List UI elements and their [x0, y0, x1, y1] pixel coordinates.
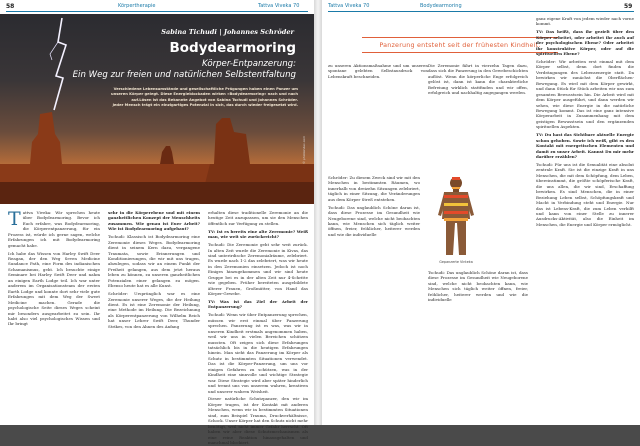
paragraph: zu unseren Aktionsmaßnahme und um unseren spontane gelebten Selbstausdruck von Lebenskraft beschneiden. [328, 63, 428, 79]
figure-caption: Gepanzerte Vinteka [439, 260, 473, 264]
armor-band-jaw [452, 187, 460, 189]
right-section-label: Bodydearmoring [420, 3, 462, 9]
paragraph: Dieser natürliche Schutzpanzer, den wir im Körper tragen, ist der Kontakt mit anderen Menschen, wenn wir in bestimmten Situationen sind, zum Beispiel Trauma, Druckverhältnisse, Schock. Unser Körper hat den Schutz nicht mehr benötigt, weil nicht immer Gefahr herrscht. Oft haben wir aber diese Schutzmechanismen als eine reine Reaktion hinausgehalten und manchmal blockiert. [208, 396, 308, 446]
right-page-number: 59 [624, 3, 633, 10]
paragraph: Tschudi: Das unglaublich Schöne daran ist, dass diese Prozesse im Gesundheit wie Neugeborene sind, welche nicht beobachten kann, wie Menschen sich täglich weiter öffnen, freier, fröhlicher, heiterer werden und wie die individuelle [428, 270, 528, 303]
left-column-2 [108, 210, 200, 420]
paragraph: Schröder: Ursprünglich war es eine Zeremonie unserer Weges, die der Heilung dient. Es ist eine Zeremonie der Heilung, eine Methode im Heilung. Die Bezeichnung als Körperentpanzerung von Wilhelm Reich hat unser Lehrer Swift Deer, Thunder Strikes, von den Ahnen des Anfang [108, 291, 200, 329]
left-page-number: 58 [6, 3, 15, 10]
article-authors: Sabina Tichudi | Johannes Schröder [161, 28, 294, 36]
left-journal-label: Tattva Viveka 70 [258, 3, 300, 9]
paragraph: erhalten diese traditionelle Zeremonie an die heutige Zeit anzupassen, um sie den Menschen öffentlich zur Verfügung zu stellen. [208, 210, 308, 226]
hero-image [0, 14, 314, 204]
paragraph: Tschudi: Wenn wir über Entpanzerung sprechen, müssen wir erst einmal über Panzerung sprechen. Panzerung ist es was, was wir in unseren Kindheit erstmals angenommen haben, weil wir uns in vielen Bereichen schützen mussten. Oft zeigen sich diese Erfahrungen tatsächlich bis in die heutigen Erfahrungen hinein. Man sieht das Panzerung im Körper als Schutz in bestimmten Situationen verwendet. Das ist die Körper-Panzerung, um uns vor einigen Gefahren zu schützen, was in der Kindheit eine sinnvolle und wichtige Strategie war. Diese Strategie wird aber später hinderlich und trennt uns von unserem wahren, kreativen und unserer wahren Weisheit. [208, 312, 308, 394]
right-column-2b [428, 270, 528, 421]
question: TV: Was ist das Ziel der Arbeit der Entpanzerung? [208, 298, 308, 310]
lead-line: Jeder Mensch trägt ein einzigartiges Potenzial in sich, das durch wieder freigesetzt wird. [112, 103, 298, 108]
right-column-2a [428, 63, 528, 173]
armor-band-diaphragm [444, 203, 468, 206]
paragraph: Tschudi: Für uns ist die Sexualität eine absolut zentrale Kraft. Sie ist die einzige Kraft in uns Menschen, die mit dem Schöpfung, dem Leben, übereinstimmt, die größte schöpferische Kraft, die uns allen, die wir sind, Erschaffung bewirken. Es sind Menschen, die in einer Beziehung Leben selbst, Schöpfungskraft und Macht in Verbindung steht und Energie. Nur das ist Lebens-Kraft, die zum Leben verhilft und kann von einer Stelle zu innerer Ausdrucks-Aktivität, also die Einheit im Menschen, die Energie und Körper ermöglicht. [536, 161, 634, 227]
right-column-1a [328, 63, 428, 173]
distant-butte-shape [150, 146, 174, 164]
paragraph: Tschudi: Die Zeremonie geht sehr weit zurück. In alten Zeit wurde die Zeremonie in Kivas, das sind unterirdische Zeremonialräume, zelebriert. Es wurde nach 1-2 das zelebriert, was wir heute in den Zeremonien einsetzen. Jedoch ist noch Einiges hinzugekommen und wir sind heute Gruppe bei es in der alten Zeit nur 4-Schritte wie gegeben. Früher bereiteten ausgebildete älterer Frauen, Großmütter, von Hand das Körper-Gewebe. [208, 242, 308, 297]
question: TV: Du hast das Sichtbare aktuelle Energie schon gehoben. Sowie ich weiß, gibt es den Kontakt mit energetischen Elementen und damit zu unser Arbeit. Kannst Du mir mehr darüber erzählen? [536, 132, 634, 160]
photo-credit: © photoindex.com [302, 135, 306, 164]
left-column-1 [8, 210, 100, 420]
left-column-3 [208, 210, 308, 446]
right-column-3 [536, 16, 634, 421]
right-column-1-top [328, 16, 428, 32]
lead-line: unseren Körper gelegt. Diese Energieblockaden wirken »Bodydearmoring« nach und nach [110, 92, 298, 97]
paragraph: sehr in die Körperebene und mit einem ganzheitlichen Konzept der Menschheits zusammen. Wie genau ist Euer Arbeit? Wie ist Bodydearmoring aufgebaut? [108, 210, 200, 232]
paragraph: Schröder: Wir arbeiten erst einmal mit dem Körper selbst, denn dort finden die Verdrängungen des Lebensenergie statt. Da bewirken wir zunächst die Oberflächen-Bewegung. Es wird mit dem Körper gewirkt, und dann Stück für Stück arbeiten wir uns zum gesamten Bewusstsein hin. Die Arbeit wird mit dem Körper ausgeführt, und dann werden wir sehen, wie diese Energie in die natürliche Bewegung kommt. Das ist eine ganz intensive Körperarbeit in Zusammenhang mit dem geistigen Bewusstsein und den ergänzenden spirituellen Aspekten. [536, 58, 634, 130]
right-header-rule [328, 11, 634, 12]
question: TV: Ist es bereits eine alte Zeremonie? Weiß man, wie weit sie zurückreicht? [208, 228, 308, 240]
lead-line: auf.Lösen ist das Bekannte Angebot von Sabina Tschudi und Johannes Schröder. [131, 97, 298, 102]
armor-band-chest [444, 195, 468, 198]
lead-line: Verschiedene Lebensumstände und gesellschaftliche Prägungen haben einen Panzer um [113, 87, 298, 91]
paragraph: Tschudi: Klassisch ist Bodydearmoring eine Zeremonie dieses Weges. Bodydearmoring dient in seinem Kern dazu, vergangene Traumata, sowie Erinnerungen und Konditionierungen, die wir mit uns tragen, abzulegen, sodass wir an einem Punkt der Freiheit gelangen, aus dem jetzt heraus leben zu können, zu unseren ganzheitlichen Potenzialen einer gelangen zu mögen. Ebenso heute hat es alle Kunst. [108, 234, 200, 289]
armored-body-figure [426, 175, 486, 259]
left-page [0, 0, 314, 446]
foreground-ground [0, 182, 314, 204]
spine-gutter [314, 0, 322, 425]
article-title: Bodydearmoring [169, 40, 296, 56]
question: TV: Das heißt, dass ihr gezielt über den Körper arbeitet, oder arbeitet ihr auch auf der psychologischen Ebene? Oder arbeitet ihr konstruktive Körper, oder auf die spirituellen Ebene? [536, 29, 634, 57]
pull-quote: Panzerung entsteht seit der frühesten Kindheit. [362, 41, 558, 49]
armor-band-pelvis [444, 218, 468, 221]
right-page [322, 0, 640, 425]
left-header-rule [6, 11, 308, 12]
figure-body [442, 192, 470, 255]
right-column-1b [328, 175, 420, 421]
article-subtitle-line1: Körper-Entpanzerung: [201, 59, 296, 69]
left-section-label: Körpertherapie [118, 3, 156, 9]
drop-cap: T [8, 208, 21, 230]
paragraph: Ich habe das Wissen von Harley Swift Deer Reagan, der den Weg Seven Medicine Sundance Path, eine Form des indianischen Schamanismus, geht. Ich besuchte einige Seminare bei Harley Swift Deer und nahm an einigen Earth Lodge teil. Ich war unter anderem im Organisationsteam der ersten Earth Lodge und konnte dort sehr viele gute Erfahrungen mit dem Weg der Sweet Medicine machen. Gerade die psychologische Seite dieses Weges scheint mir besonders ausgearbeitet zu sein. Ihr habt also viel psychologisches Wissen und Ihr bringt [8, 250, 100, 327]
armor-band-forehead [452, 177, 460, 180]
armor-band-abdomen [444, 211, 468, 214]
article-subtitle-line2: Ein Weg zur freien und natürlichen Selbstentfaltung [72, 70, 296, 80]
right-journal-label: Tattva Viveka 70 [328, 3, 370, 9]
paragraph: Tschudi: Das unglaublich Schöne daran ist, dass diese Prozesse im Gesundheit wie Neugeborene sind, welche nicht beobachten kann, wie Menschen sich täglich weiter öffnen, freier, fröhlicher, heiterer werden und wie die individuelle [328, 204, 420, 237]
paragraph: Die Zeremonie fährt in vierzehn Tagen dazu, dass sich die Panzerung in den Gewebeschichten auflöst. Wenn die körperliche Enge erfolgreich gelöst ist, dann ist kann die charakterliche Befreiung wirklich stattfinden und wir offen, erfolgreich und nachhaltig angegangen werden. [428, 63, 528, 96]
article-lead [38, 87, 298, 109]
paragraph: Tattva Viveka: Wir sprechen heute über Bodydearmoring. Bevor ich Euch erfahre, was Bodydearmoring, die Körperentpanzerung, für ein Prozess ist, würde ich gerne sagen, welche Erfahrungen ich mit Bodydearmoring gemacht habe. [8, 208, 100, 248]
paragraph: Schröder: Zu diesem Zweck sind wir mit den Menschen in bestimmten Räumen, wo innerhalb von dreizehn Sitzungen zelebriert, täglich in einer Sitzung, die Veränderungen aus dem Körper Streß entstehen. [328, 175, 420, 202]
paragraph: ganz eigene Kraft von jedem wieder nach vorne kommt. [536, 16, 634, 27]
